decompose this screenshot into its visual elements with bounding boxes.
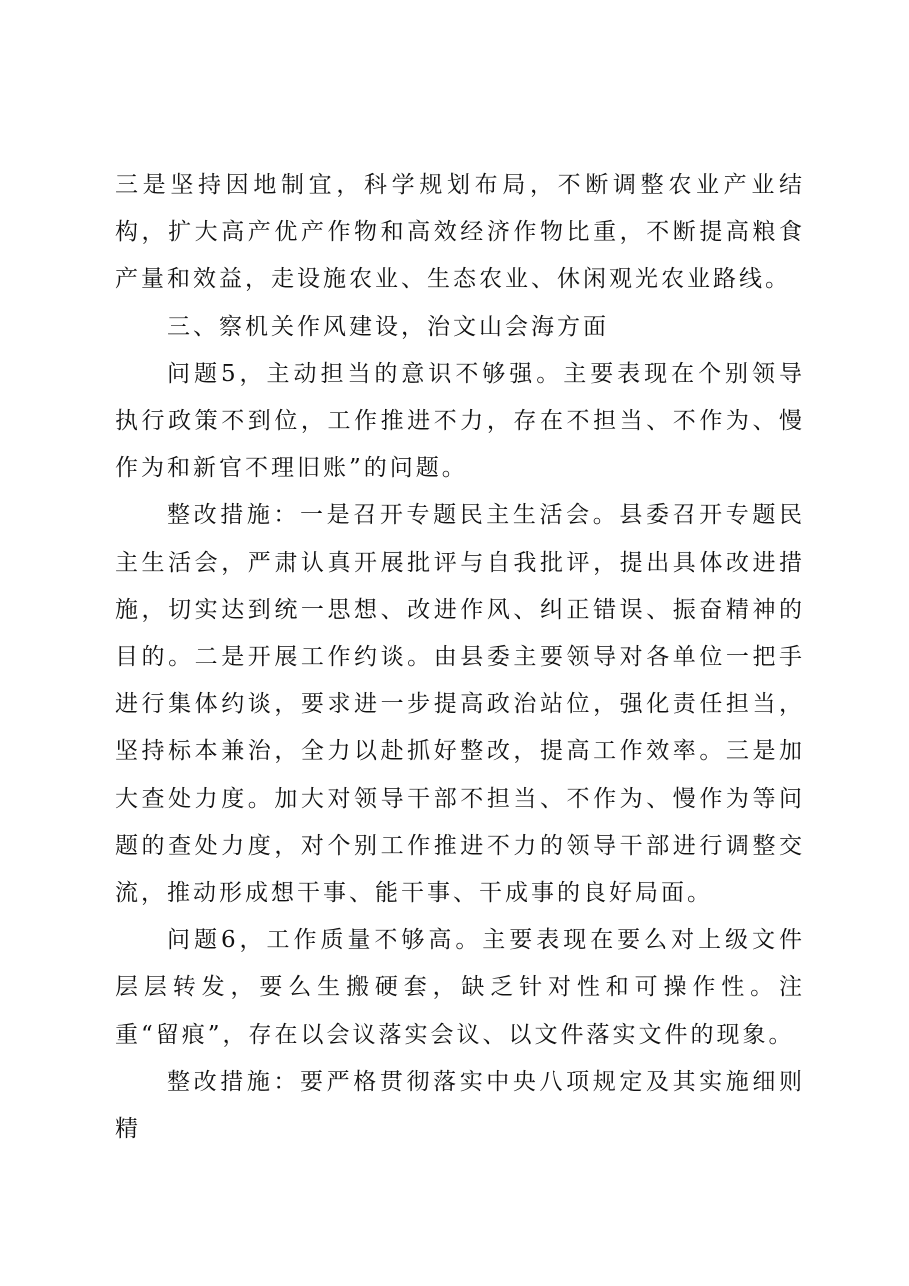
paragraph-rectification-issue-6: 整改措施：要严格贯彻落实中央八项规定及其实施细则精 (115, 1068, 805, 1143)
paragraph-rectification-issue-5: 整改措施：一是召开专题民主生活会。县委召开专题民主生活会，严肃认真开展批评与自我批评，提出具体改进措施，切实达到统一思想、改进作风、纠正错误、振奋精神的目的。二是开展工作约谈。由县委主要领导对各单位一把手进行集体约谈，要求进一步提高政治站位，强化责任担当，坚持标本兼治，全力以赴抓好整改，提高工作效率。三是加大查处力度。加大对领导干部不担当、不作为、慢作为等问题的查处力度，对个别工作推进不力的领导干部进行调整交流，推动形成想干事、能干事、干成事的良好局面。 (115, 502, 805, 907)
document-body (115, 162, 805, 1153)
section-heading-work-style: 三、察机关作风建设，治文山会海方面 (167, 313, 609, 340)
paragraph-issue-6: 问题6，工作质量不够高。主要表现在要么对上级文件层层转发，要么生搬硬套，缺乏针对性和可操作性。注重“留痕”，存在以会议落实会议、以文件落实文件的现象。 (115, 927, 805, 1048)
paragraph-issue-5: 问题5，主动担当的意识不够强。主要表现在个别领导执行政策不到位，工作推进不力，存在不担当、不作为、慢作为和新官不理旧账”的问题。 (115, 360, 805, 482)
paragraph-agriculture-measures: 三是坚持因地制宜，科学规划布局，不断调整农业产业结构，扩大高产优产作物和高效经济作物比重，不断提高粮食产量和效益，走设施农业、生态农业、休闲观光农业路线。 (115, 172, 805, 293)
